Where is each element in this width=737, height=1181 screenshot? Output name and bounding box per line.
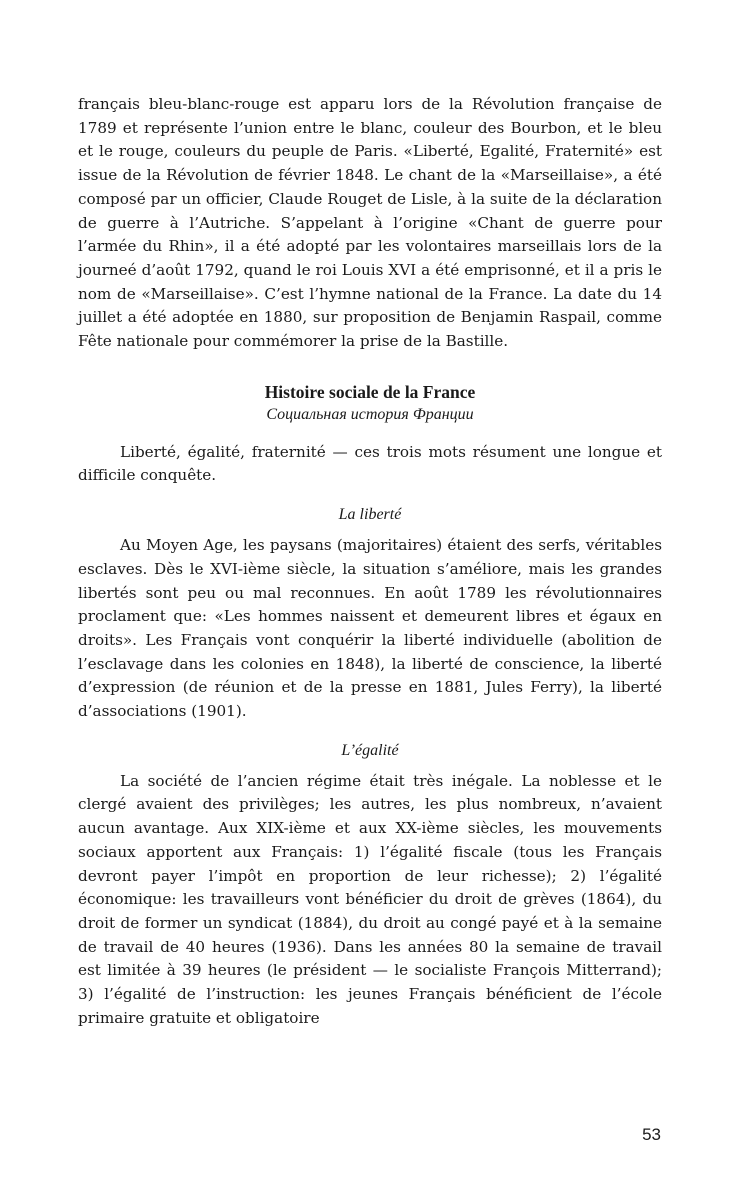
egalite-paragraph: La société de l’ancien régime était très inégale. La noblesse et le clergé avaient des privilèges; les autres, les plus nombreux, n’avaient aucun avantage. Aux XIX-ième et aux XX-ième siècles, les mouvements sociaux apportent aux Français: 1) l’égalité fiscale (tous les Français devront payer l’impôt en proportion de leur richesse); 2) l’égalité économique: les travailleurs vont bénéficier du droit de grèves (1864), du droit de former un syndicat (1884), du droit au congé payé et à la semaine de travail de 40 heures (1936). Dans les années 80 la semaine de travail est limitée à 39 heures (le président — le socialiste François Mitterrand); 3) l’égalité de l’instruction: les jeunes Français bénéficient de l’école primaire gratuite et obligatoire xyxy=(78,771,662,1027)
egalite-heading: L’égalité xyxy=(341,741,399,759)
section-lead-paragraph: Liberté, égalité, fraternité — ces trois mots résument une longue et difficile conquête. xyxy=(78,442,662,485)
section-subtitle: Социальная история Франции xyxy=(266,405,474,423)
page-body xyxy=(78,93,662,1031)
liberte-heading: La liberté xyxy=(338,506,402,524)
section-title: Histoire sociale de la France xyxy=(264,381,476,402)
intro-paragraph: français bleu-blanc-rouge est apparu lors de la Révolution française de 1789 et représente l’union entre le blanc, couleur des Bourbon, et le bleu et le rouge, couleurs du peuple de Paris. «Liberté, Egalité, Fraternité» est issue de la Révolution de février 1848. Le chant de la «Marseillaise», a été composé par un officier, Claude Rouget de Lisle, à la suite de la déclaration de guerre à l’Autriche. S’appelant à l’origine «Chant de guerre pour l’armée du Rhin», il a été adopté par les volontaires marseillais lors de la journeé d’août 1792, quand le roi Louis XVI a été emprisonné, et il a pris le nom de «Marseillaise». C’est l’hymne national de la France. La date du 14 juillet a été adoptée en 1880, sur proposition de Benjamin Raspail, comme Fête nationale pour commémorer la prise de la Bastille. xyxy=(78,95,662,351)
page-number: 53 xyxy=(642,1125,661,1144)
liberte-paragraph: Au Moyen Age, les paysans (majoritaires) étaient des serfs, véritables esclaves. Dès le XVI-ième siècle, la situation s’améliore, mais les grandes libertés sont peu ou mal reconnues. En août 1789 les révolutionnaires proclament que: «Les hommes naissent et demeurent libres et égaux en droits». Les Français vont conquérir la liberté individuelle (abolition de l’esclavage dans les colonies en 1848), la liberté de conscience, la liberté d’expression (de réunion et de la presse en 1881, Jules Ferry), la liberté d’associations (1901). xyxy=(78,536,662,721)
